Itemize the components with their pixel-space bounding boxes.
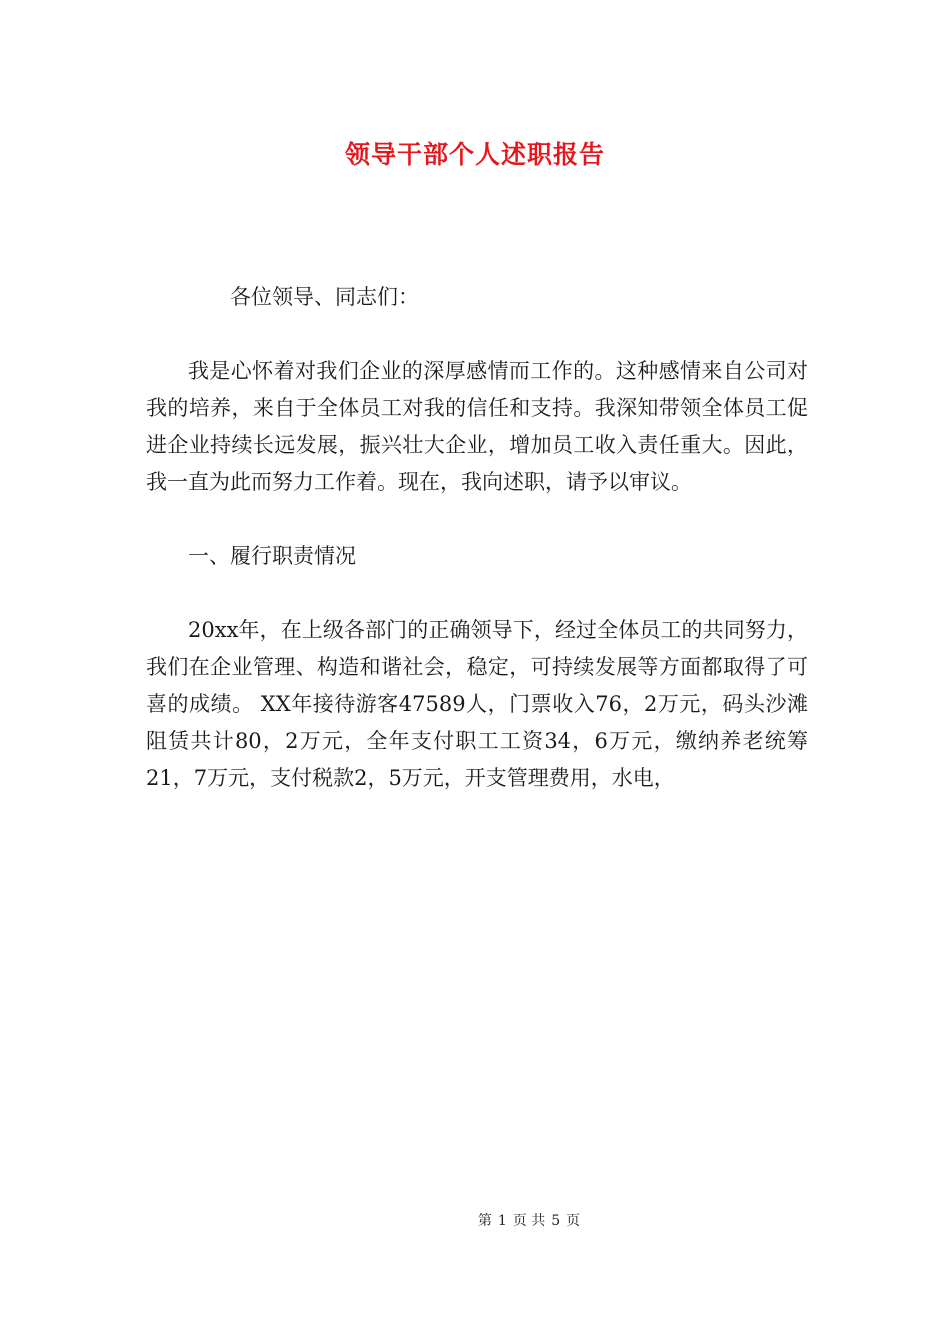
document-body [146,279,808,834]
total-pages-number: 5 [551,1213,561,1229]
current-page-number: 1 [497,1213,507,1229]
page-label-suffix: 页 [566,1213,581,1229]
page-label-mid: 页 共 [512,1213,546,1229]
page-label-prefix: 第 [477,1213,492,1229]
performance-paragraph: 20xx年，在上级各部门的正确领导下，经过全体员工的共同努力，我们在企业管理、构造和谐社会，稳定，可持续发展等方面都取得了可喜的成绩。 XX年接待游客47589人，门票收入76，2万元，码头沙滩阻赁共计80，2万元，全年支付职工工资34，6万元，缴纳养老统筹21，7万元，支付税款2，5万元，开支管理费用，水电， [146,618,808,790]
intro-paragraph: 我是心怀着对我们企业的深厚感情而工作的。这种感情来自公司对我的培养，来自于全体员工对我的信任和支持。我深知带领全体员工促进企业持续长远发展，振兴壮大企业，增加员工收入责任重大。因此，我一直为此而努力工作着。现在，我向述职，请予以审议。 [146,359,808,494]
section-heading: 一、履行职责情况 [188,544,356,568]
document-title: 领导干部个人述职报告 [344,140,605,169]
salutation-paragraph: 各位领导、同志们： [230,285,419,309]
page-number-footer [0,1210,950,1230]
